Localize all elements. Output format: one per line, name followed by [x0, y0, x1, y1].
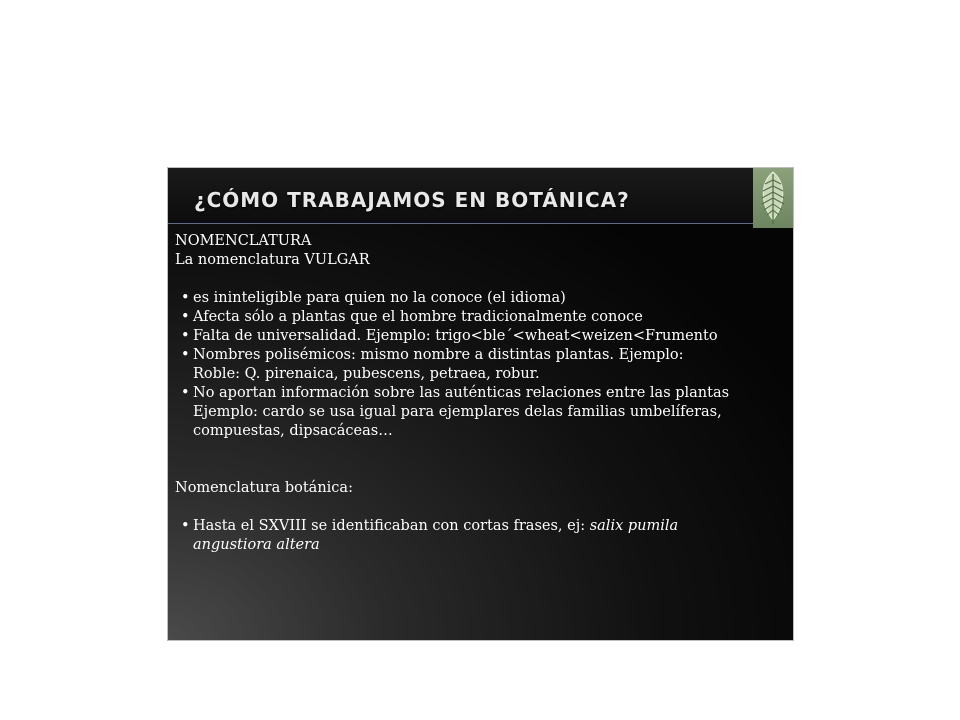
bullet-icon: •: [181, 290, 190, 306]
heading-botanica: Nomenclatura botánica:: [175, 480, 353, 496]
bullet-icon: •: [181, 309, 190, 325]
title-bar: [168, 168, 793, 224]
heading-vulgar: La nomenclatura VULGAR: [175, 252, 370, 268]
slide-body: [175, 232, 785, 555]
bullet-icon: •: [181, 347, 190, 363]
heading-nomenclatura: NOMENCLATURA: [175, 233, 312, 249]
list-item: • Afecta sólo a plantas que el hombre tradicionalmente conoce: [181, 309, 643, 325]
bullet-icon: •: [181, 518, 190, 534]
fern-leaf-icon: [753, 168, 793, 228]
slide: [168, 168, 793, 640]
bullet-icon: •: [181, 328, 190, 344]
list-item: • No aportan información sobre las auténticas relaciones entre las plantas Ejemplo: cardo se usa igual para ejemplares delas familias umbelíferas, compuestas, dipsacáceas…: [181, 385, 730, 439]
botanica-bullet-list: [175, 517, 785, 555]
list-item: • es ininteligible para quien no la conoce (el idioma): [181, 290, 566, 306]
list-item: • Falta de universalidad. Ejemplo: trigo<ble´<wheat<weizen<Frumento: [181, 328, 718, 344]
list-item: [175, 517, 785, 555]
title-divider: [168, 223, 793, 224]
slide-title: ¿CÓMO TRABAJAMOS EN BOTÁNICA?: [194, 188, 630, 212]
latin-name-part-2: angustiora altera: [193, 537, 320, 553]
latin-name-part-1: salix pumila: [589, 518, 679, 534]
botanica-text: Hasta el SXVIII se identificaban con cortas frases, ej:: [193, 518, 590, 534]
list-item: • Nombres polisémicos: mismo nombre a distintas plantas. Ejemplo: Roble: Q. pirenaica, pubescens, petraea, robur.: [181, 347, 684, 382]
bullet-icon: •: [181, 385, 190, 401]
vulgar-bullet-list: [175, 289, 785, 441]
